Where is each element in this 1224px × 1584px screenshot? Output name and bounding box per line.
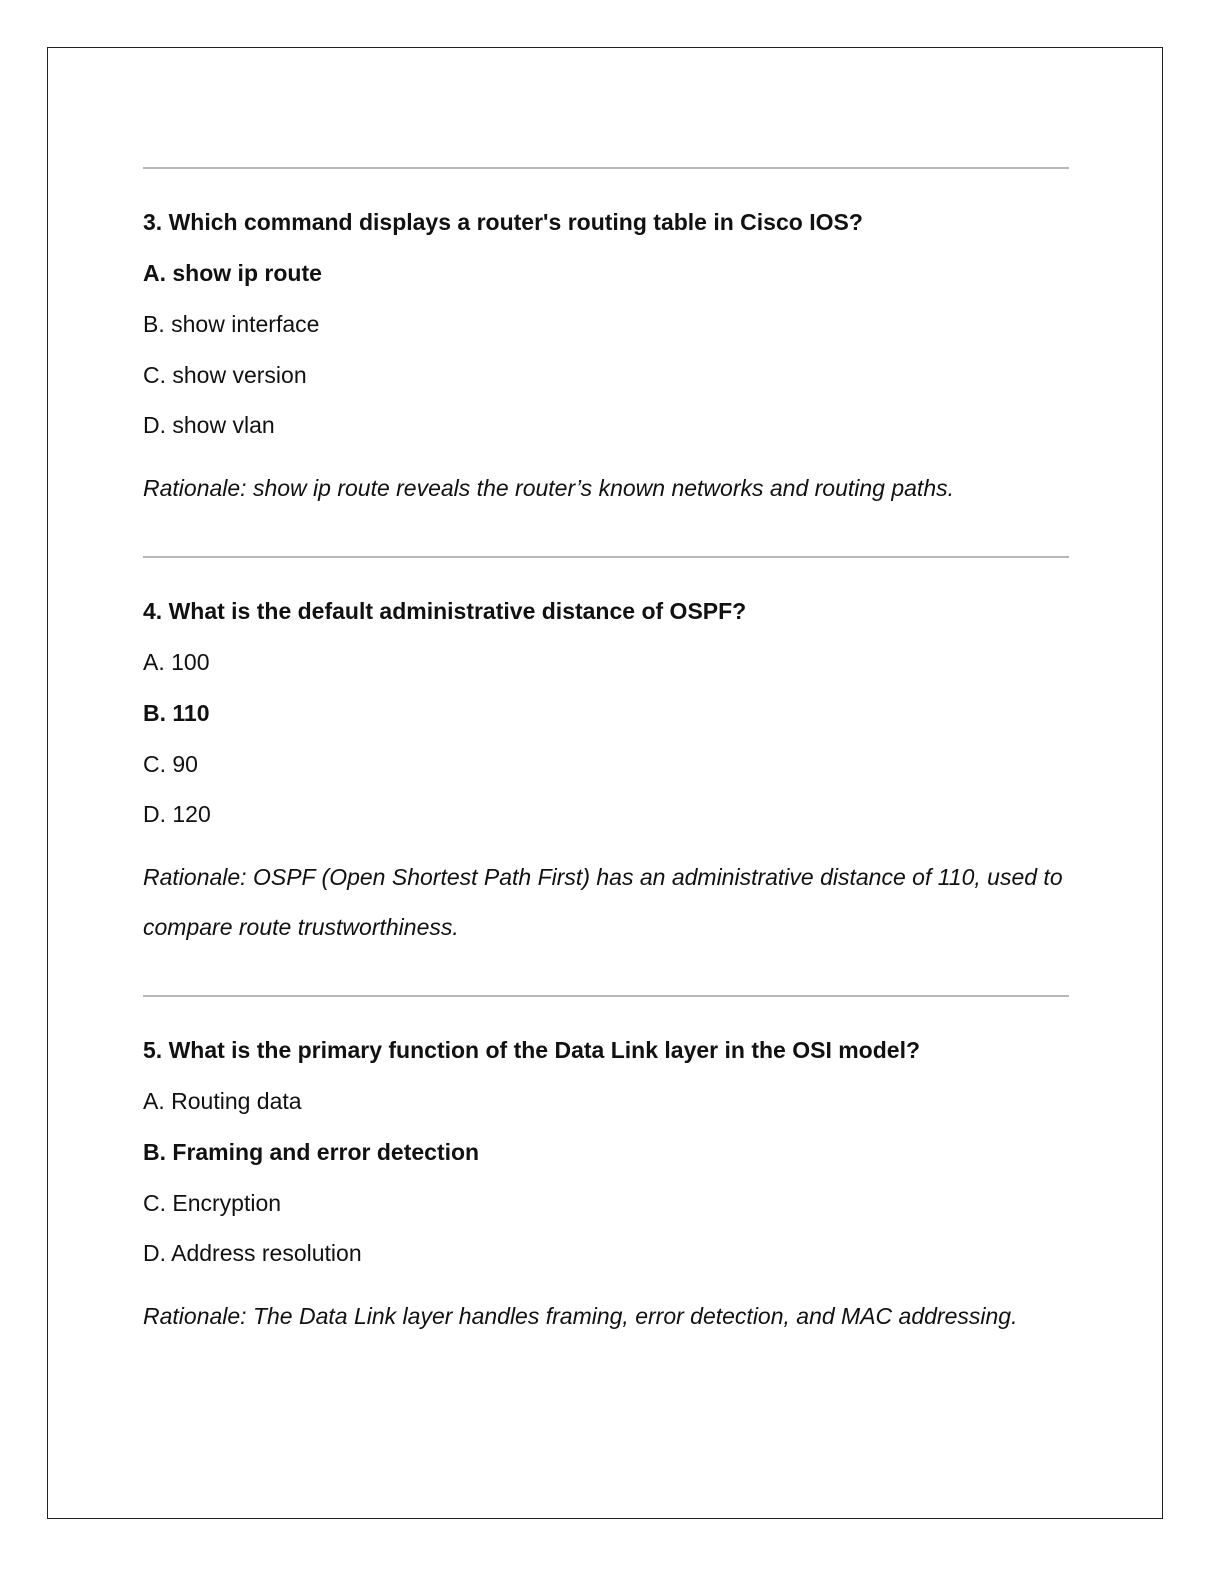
- answer-option: A. Routing data: [143, 1088, 302, 1114]
- answer-option-correct: B. Framing and error detection: [143, 1139, 480, 1165]
- section-divider: [143, 556, 1069, 558]
- answer-option: D. show vlan: [143, 412, 275, 438]
- answer-option: D. Address resolution: [143, 1240, 362, 1266]
- answer-option: A. 100: [143, 649, 210, 675]
- answer-option-correct: B. 110: [143, 700, 210, 726]
- question-title: 4. What is the default administrative distance of OSPF?: [143, 598, 747, 624]
- answer-option: D. 120: [143, 801, 211, 827]
- question-block: [143, 207, 1071, 513]
- section-divider: [143, 167, 1069, 169]
- question-block: [143, 596, 1071, 952]
- rationale-text: Rationale: OSPF (Open Shortest Path First) has an administrative distance of 110, used to compare route trustworthiness.: [143, 864, 1063, 940]
- answer-option: B. show interface: [143, 311, 320, 337]
- answer-option: C. show version: [143, 362, 307, 388]
- rationale-text: Rationale: show ip route reveals the router’s known networks and routing paths.: [143, 475, 954, 501]
- question-title: 5. What is the primary function of the Data Link layer in the OSI model?: [143, 1037, 921, 1063]
- question-block: [143, 1035, 1071, 1341]
- rationale-text: Rationale: The Data Link layer handles framing, error detection, and MAC addressing.: [143, 1303, 1018, 1329]
- section-divider: [143, 995, 1069, 997]
- answer-option: C. Encryption: [143, 1190, 282, 1216]
- answer-option-correct: A. show ip route: [143, 260, 322, 286]
- question-title: 3. Which command displays a router's routing table in Cisco IOS?: [143, 209, 863, 235]
- document-content: [143, 167, 1071, 1341]
- answer-option: C. 90: [143, 751, 198, 777]
